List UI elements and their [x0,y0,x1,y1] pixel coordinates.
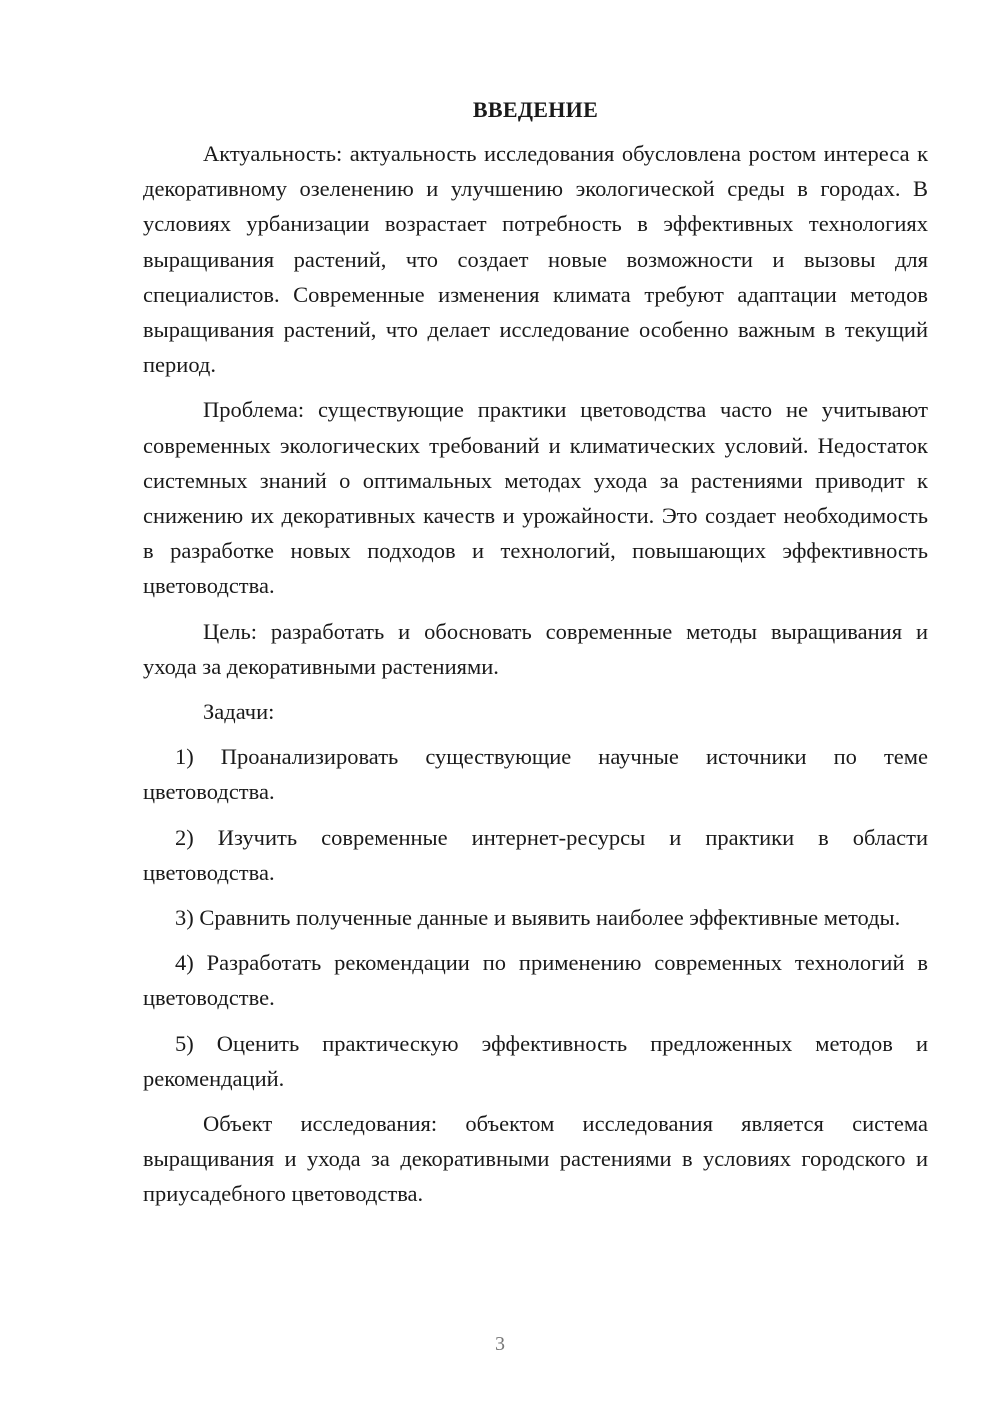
object-paragraph: Объект исследования: объектом исследования является система выращивания и ухода за декоративными растениями в условиях городского и приусадебного цветоводства. [143,1111,928,1207]
task-item-2: 2) Изучить современные интернет-ресурсы и практики в области цветоводства. [143,824,928,885]
page-number: 3 [495,1333,505,1355]
task-item-1: 1) Проанализировать существующие научные источники по теме цветоводства. [143,744,928,805]
problem-paragraph: Проблема: существующие практики цветоводства часто не учитывают современных экологических требований и климатических условий. Недостаток системных знаний о оптимальных методах ухода за растениями приводит к снижению их декоративных качеств и урожайности. Это создает необходимость в разработке новых подходов и технологий, повышающих эффективность цветоводства. [143,397,928,599]
task-item-3: 3) Сравнить полученные данные и выявить наиболее эффективные методы. [175,905,901,931]
relevance-paragraph: Актуальность: актуальность исследования обусловлена ростом интереса к декоративному озеленению и улучшению экологической среды в городах. В условиях урбанизации возрастает потребность в эффективных технологиях выращивания растений, что создает новые возможности и вызовы для специалистов. Современные изменения климата требуют адаптации методов выращивания растений, что делает исследование особенно важным в текущий период. [143,141,928,378]
tasks-label: Задачи: [203,699,275,725]
section-heading: ВВЕДЕНИЕ [472,97,599,122]
task-item-5: 5) Оценить практическую эффективность предложенных методов и рекомендаций. [143,1030,928,1091]
goal-paragraph: Цель: разработать и обосновать современные методы выращивания и ухода за декоративными растениями. [143,618,928,679]
document-page [143,92,928,1222]
task-item-4: 4) Разработать рекомендации по применению современных технологий в цветоводстве. [143,950,928,1011]
